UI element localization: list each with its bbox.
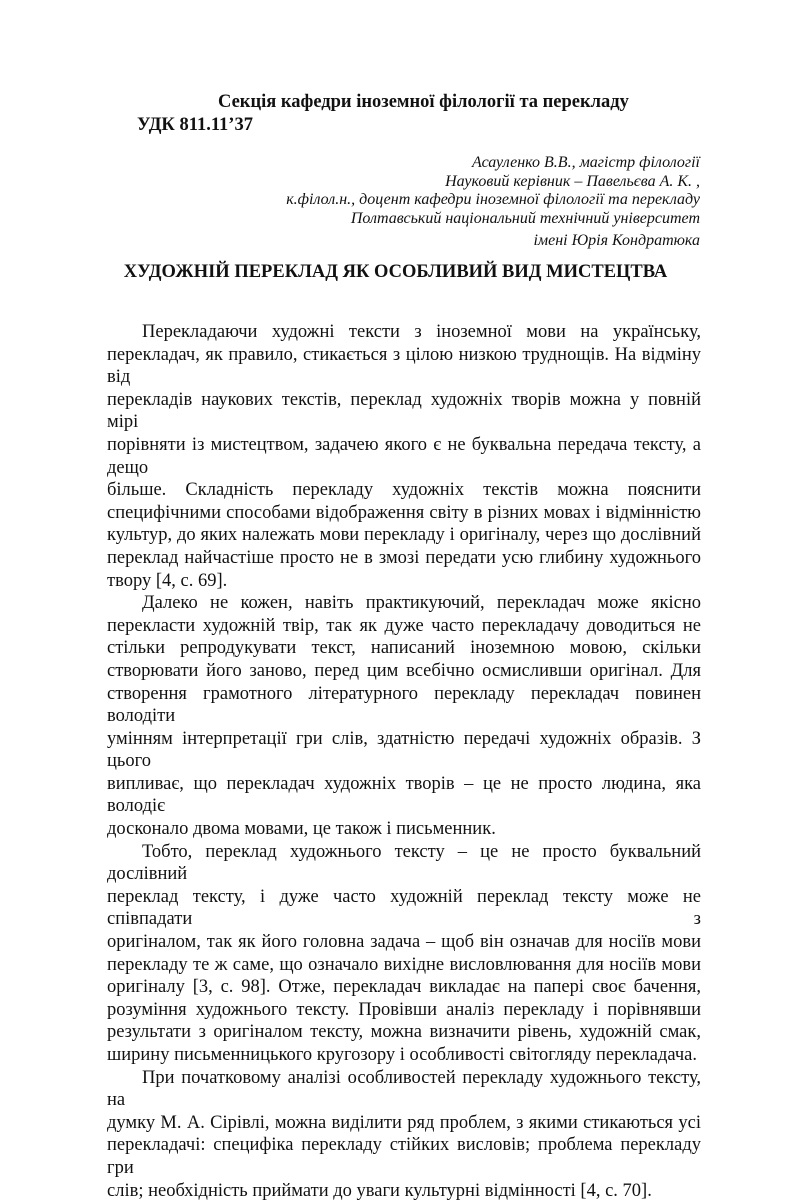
text-line: створювати його заново, перед цим всебічно осмисливши оригінал. Для xyxy=(107,660,701,681)
text-line: оригіналом, так як його головна задача – щоб він означав для носіїв мови xyxy=(107,932,701,953)
text-line: Тобто, переклад художнього тексту – це не просто буквальний дослівний xyxy=(107,841,701,885)
paragraph xyxy=(107,1067,701,1202)
text-line: стільки репродукувати текст, написаний іноземною мовою, скільки xyxy=(107,638,701,659)
text-line: твору [4, с. 69]. xyxy=(107,570,228,591)
text-line: результати з оригіналом тексту, можна визначити рівень, художній смак, xyxy=(107,1022,701,1043)
text-line: При початковому аналізі особливостей перекладу художнього тексту, на xyxy=(107,1067,701,1111)
text-line: перекладачі: специфіка перекладу стійких висловів; проблема перекладу гри xyxy=(107,1135,701,1178)
author-block xyxy=(286,154,700,251)
text-line: перекладів наукових текстів, переклад художніх творів можна у повній мірі xyxy=(107,389,701,433)
text-line: перекладач, як правило, стикається з цілою низкою труднощів. На відміну від xyxy=(107,344,701,388)
author-line: Асауленко В.В., магістр філології xyxy=(472,154,700,171)
university-line: Полтавський національний технічний університет xyxy=(350,209,700,227)
text-line: випливає, що перекладач художніх творів – це не просто людина, яка володіє xyxy=(107,773,701,817)
text-line: створення грамотного літературного перекладу перекладач повинен володіти xyxy=(107,683,701,727)
text-line: досконало двома мовами, це також і письменник. xyxy=(107,819,496,840)
article-body xyxy=(107,321,701,1202)
text-line: слів; необхідність приймати до уваги культурні відмінності [4, с. 70]. xyxy=(107,1180,652,1201)
text-line: ширину письменницького кругозору і особливості світогляду перекладача. xyxy=(107,1045,698,1065)
text-line: культур, до яких належать мови перекладу і оригіналу, через що дослівний xyxy=(107,525,701,546)
section-heading: Секція кафедри іноземної філології та перекладу xyxy=(218,92,629,112)
text-line: переклад тексту, і дуже часто художній переклад тексту може не співпадати з xyxy=(107,886,701,930)
text-line: Далеко не кожен, навіть практикуючий, перекладач може якісно xyxy=(142,593,701,614)
text-line: перекладу те ж саме, що означало вихідне висловлювання для носіїв мови xyxy=(107,954,701,975)
text-line: перекласти художній твір, так як дуже часто перекладачу доводиться не xyxy=(107,615,701,636)
text-line: специфічними способами відображення світу в різних мовах і відмінністю xyxy=(107,502,701,523)
text-line: розуміння художнього тексту. Провівши аналіз перекладу і порівнявши xyxy=(107,999,701,1020)
paragraph xyxy=(107,841,701,1067)
paragraph xyxy=(107,592,701,841)
text-line: більше. Складність перекладу художніх текстів можна пояснити xyxy=(107,480,701,501)
text-line: думку М. А. Сірівлі, можна виділити ряд проблем, з якими стикаються усі xyxy=(107,1112,701,1133)
paragraph xyxy=(107,321,701,592)
text-line: умінням інтерпретації гри слів, здатністю передачі художніх образів. З цього xyxy=(107,728,701,772)
supervisor-title-line: к.філол.н., доцент кафедри іноземної філології та перекладу xyxy=(286,191,700,208)
text-line: Перекладаючи художні тексти з іноземної мови на українську, xyxy=(142,322,701,342)
text-line: оригіналу [3, с. 98]. Отже, перекладач викладає на папері своє бачення, xyxy=(107,977,701,998)
university-name-line: імені Юрія Кондратюка xyxy=(533,232,700,249)
udk-code: УДК 811.11’37 xyxy=(137,115,253,135)
text-line: порівняти із мистецтвом, задачею якого є не буквальна передача тексту, а дещо xyxy=(107,434,701,478)
article-title: ХУДОЖНІЙ ПЕРЕКЛАД ЯК ОСОБЛИВИЙ ВИД МИСТЕЦТВА xyxy=(123,262,668,282)
supervisor-line: Науковий керівник – Павельєва А. К. , xyxy=(445,172,700,190)
text-line: переклад найчастіше просто не в змозі передати усю глибину художнього xyxy=(107,547,701,568)
